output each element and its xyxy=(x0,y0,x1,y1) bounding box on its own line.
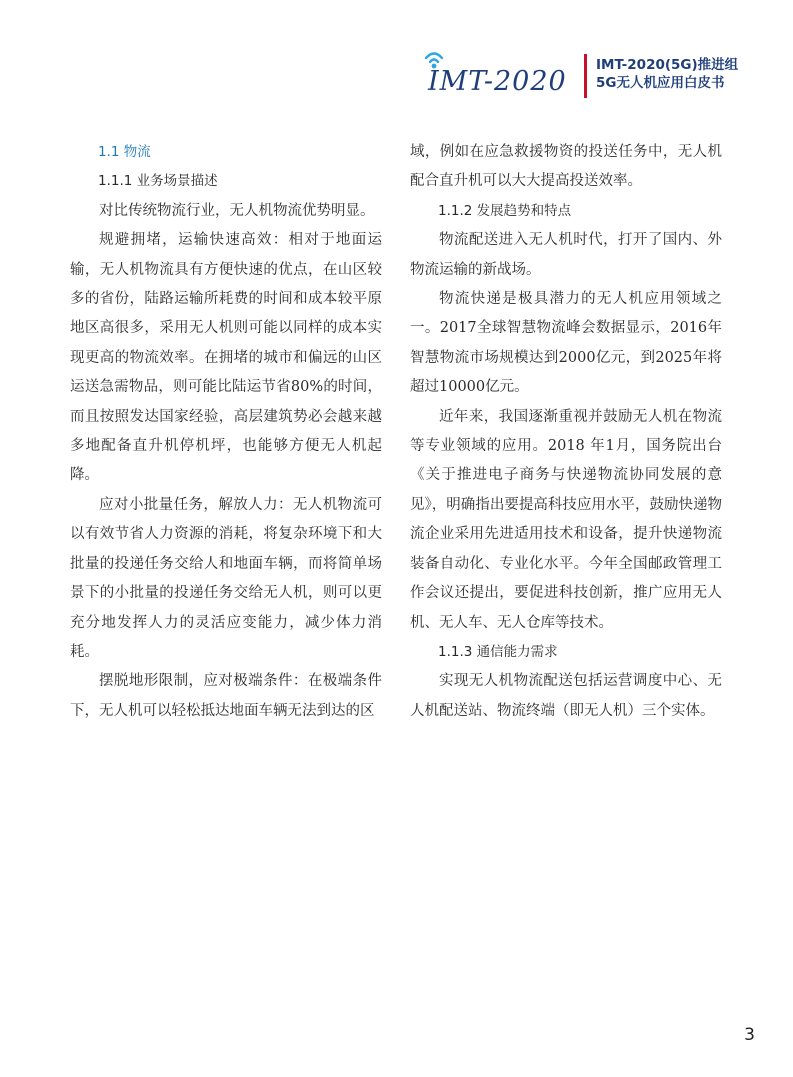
subsection-heading-communication: 1.1.3 通信能力需求 xyxy=(438,643,558,660)
org-name: IMT-2020(5G)推进组 xyxy=(596,57,739,73)
page-header xyxy=(420,46,760,106)
section-heading-logistics: 1.1 物流 xyxy=(98,144,151,160)
wifi-signal-icon xyxy=(426,54,442,63)
paragraph-continued: 域，例如在应急救援物资的投送任务中，无人机配合直升机可以大大提高投送效率。 xyxy=(410,144,722,190)
paragraph: 摆脱地形限制，应对极端条件：在极端条件下，无人机可以轻松抵达地面车辆无法到达的区 xyxy=(70,673,382,719)
header-title-block xyxy=(596,56,738,92)
paragraph: 物流配送进入无人机时代，打开了国内、外物流运输的新战场。 xyxy=(410,232,722,278)
document-title: 5G无人机应用白皮书 xyxy=(596,75,725,91)
left-column xyxy=(70,138,382,726)
paragraph: 实现无人机物流配送包括运营调度中心、无人机配送站、物流终端（即无人机）三个实体。 xyxy=(410,673,722,719)
paragraph: 近年来，我国逐渐重视并鼓励无人机在物流等专业领域的应用。2018 年1月，国务院出台《关于推进电子商务与快递物流协同发展的意见》，明确指出要提高科技应用水平，鼓励快递物流企业采用先进适用技术和设备，提升快递物流装备自动化、专业化水平。今年全国邮政管理工作会议还提出，要促进科技创新，推广应用无人机、无人车、无人仓库等技术。 xyxy=(410,408,722,631)
imt-2020-logo xyxy=(420,46,580,106)
subsection-heading-scenario: 1.1.1 业务场景描述 xyxy=(98,173,218,190)
header-divider xyxy=(584,54,587,98)
logo-text: IMT-2020 xyxy=(428,66,567,97)
paragraph: 应对小批量任务，解放人力：无人机物流可以有效节省人力资源的消耗，将复杂环境下和大批量的投递任务交给人和地面车辆，而将简单场景下的小批量的投递任务交给无人机，则可以更充分地发挥人力的灵活应变能力，减少体力消耗。 xyxy=(70,496,382,660)
paragraph: 规避拥堵，运输快速高效：相对于地面运输，无人机物流具有方便快速的优点，在山区较多的省份，陆路运输所耗费的时间和成本较平原地区高很多，采用无人机则可能以同样的成本实现更高的物流效率。在拥堵的城市和偏远的山区运送急需物品，则可能比陆运节省80%的时间，而且按照发达国家经验，高层建筑势必会越来越多地配备直升机停机坪，也能够方便无人机起降。 xyxy=(70,232,382,484)
subsection-heading-trends: 1.1.2 发展趋势和特点 xyxy=(438,202,572,219)
paragraph: 对比传统物流行业，无人机物流优势明显。 xyxy=(99,202,375,219)
right-column xyxy=(410,138,722,726)
page-number: 3 xyxy=(744,1025,755,1045)
paragraph: 物流快递是极具潜力的无人机应用领域之一。2017全球智慧物流峰会数据显示，2016年智慧物流市场规模达到2000亿元，到2025年将超过10000亿元。 xyxy=(410,291,722,396)
